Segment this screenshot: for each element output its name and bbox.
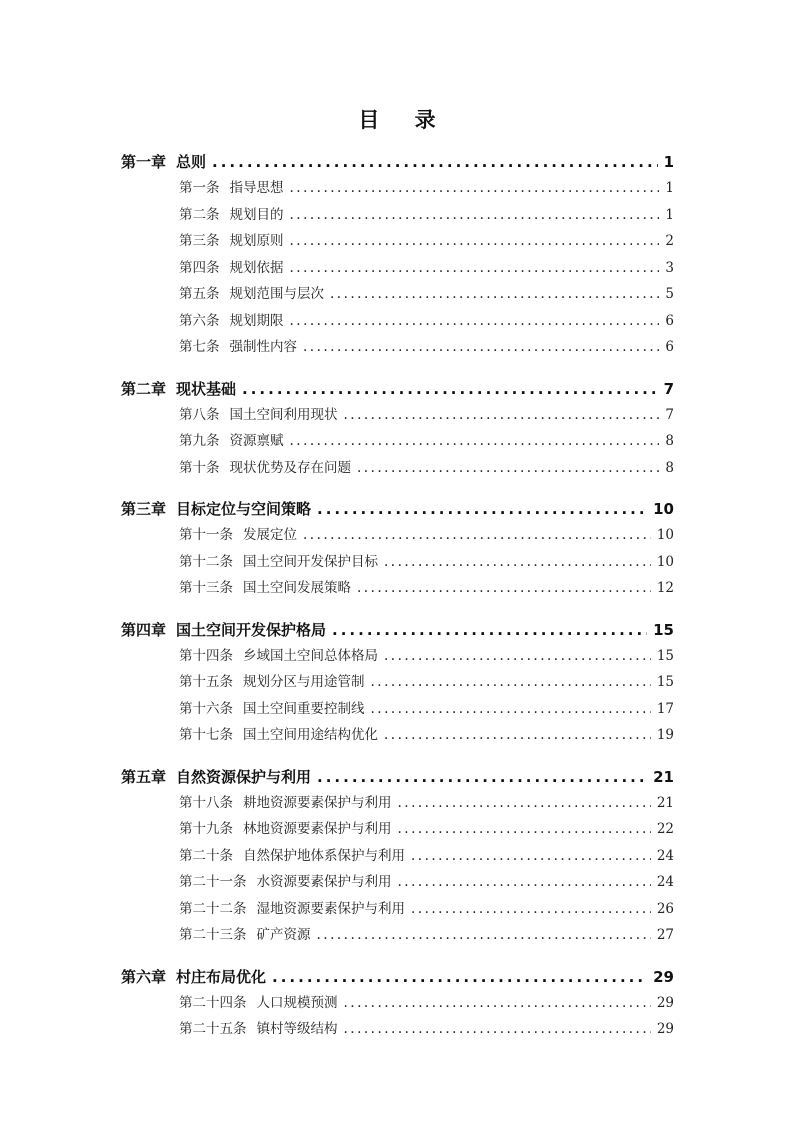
page-number: 29: [656, 1021, 674, 1037]
toc-article-entry[interactable]: [121, 175, 674, 202]
dot-leader: [272, 965, 647, 990]
chapter-block: [121, 965, 674, 1043]
toc-chapter-entry[interactable]: [121, 765, 674, 790]
chapter-number: 第四章: [121, 620, 167, 639]
toc-article-entry[interactable]: [121, 428, 674, 455]
page-number: 6: [665, 339, 674, 355]
article-title: 矿产资源: [256, 927, 311, 943]
page-number: 1: [663, 153, 674, 171]
article-title: 规划原则: [229, 233, 284, 249]
toc-article-entry[interactable]: [121, 790, 674, 817]
article-title: 强制性内容: [229, 339, 297, 355]
table-of-contents: [121, 150, 674, 1059]
page-number: 2: [665, 233, 674, 249]
toc-article-entry[interactable]: [121, 990, 674, 1017]
toc-article-entry[interactable]: [121, 643, 674, 670]
toc-article-entry[interactable]: [121, 455, 674, 482]
article-title: 规划期限: [229, 312, 284, 329]
article-label: [179, 428, 284, 455]
article-title: 国土空间开发保护目标: [243, 553, 378, 570]
article-label: [179, 722, 378, 749]
chapter-label: [121, 377, 236, 402]
article-label: [179, 575, 351, 602]
dot-leader: [290, 255, 660, 282]
article-number: 第一条: [179, 180, 220, 196]
chapter-title: 现状基础: [176, 379, 237, 398]
article-number: 第二条: [179, 206, 220, 223]
toc-article-entry[interactable]: [121, 669, 674, 696]
chapter-label: [121, 618, 326, 643]
page-title: 目 录: [358, 108, 450, 132]
toc-article-entry[interactable]: [121, 308, 674, 335]
page-number: 15: [653, 620, 674, 639]
article-title: 镇村等级结构: [256, 1021, 338, 1037]
dot-leader: [290, 308, 660, 335]
dot-leader: [344, 402, 660, 429]
page-number: 10: [653, 500, 674, 518]
dot-leader: [344, 1016, 651, 1043]
article-label: [179, 669, 365, 696]
page-number: 29: [653, 967, 674, 986]
dot-leader: [303, 334, 659, 361]
article-title: 自然保护地体系保护与利用: [243, 847, 405, 864]
chapter-title: 村庄布局优化: [176, 967, 267, 986]
chapter-label: [121, 497, 311, 522]
toc-article-entry[interactable]: [121, 202, 674, 229]
page-number: 21: [653, 767, 674, 786]
article-number: 第二十三条: [179, 927, 247, 943]
article-number: 第十八条: [179, 794, 233, 811]
article-label: [179, 202, 284, 229]
page-number: 7: [663, 379, 674, 398]
article-label: [179, 228, 284, 255]
dot-leader: [317, 497, 647, 522]
page-number: 17: [656, 700, 674, 717]
article-number: 第十三条: [179, 580, 233, 596]
toc-article-entry[interactable]: [121, 1016, 674, 1043]
toc-article-entry[interactable]: [121, 522, 674, 549]
page-number: 10: [656, 553, 674, 570]
page-number: 21: [656, 794, 674, 811]
article-number: 第二十四条: [179, 994, 247, 1011]
chapter-block: [121, 618, 674, 749]
article-title: 现状优势及存在问题: [229, 459, 351, 476]
article-label: [179, 696, 365, 723]
toc-article-entry[interactable]: [121, 896, 674, 923]
article-label: [179, 643, 378, 670]
dot-leader: [411, 843, 651, 870]
article-label: [179, 522, 297, 549]
page-number: 3: [665, 259, 674, 276]
article-label: [179, 790, 392, 817]
toc-article-entry[interactable]: [121, 334, 674, 361]
article-label: [179, 869, 392, 896]
article-title: 资源禀赋: [229, 433, 284, 449]
toc-article-entry[interactable]: [121, 228, 674, 255]
page-number: 8: [665, 433, 674, 449]
page-number: 1: [665, 180, 674, 196]
toc-article-entry[interactable]: [121, 402, 674, 429]
article-number: 第四条: [179, 259, 220, 276]
dot-leader: [290, 228, 660, 255]
article-title: 规划分区与用途管制: [243, 674, 365, 690]
article-number: 第八条: [179, 406, 220, 423]
article-label: [179, 175, 284, 202]
article-label: [179, 402, 338, 429]
toc-article-entry[interactable]: [121, 696, 674, 723]
article-label: [179, 896, 405, 923]
toc-article-entry[interactable]: [121, 869, 674, 896]
article-title: 耕地资源要素保护与利用: [243, 794, 392, 811]
article-label: [179, 455, 351, 482]
page-number: 27: [656, 927, 674, 943]
dot-leader: [371, 669, 651, 696]
article-label: [179, 334, 297, 361]
article-number: 第十六条: [179, 700, 233, 717]
page-number: 5: [665, 286, 674, 302]
article-number: 第十条: [179, 459, 220, 476]
dot-leader: [212, 150, 658, 175]
chapter-title: 目标定位与空间策略: [176, 500, 312, 518]
dot-leader: [332, 618, 647, 643]
chapter-title: 总则: [176, 153, 207, 171]
page-number: 8: [665, 459, 674, 476]
page-number: 1: [665, 206, 674, 223]
article-title: 国土空间重要控制线: [243, 700, 365, 717]
dot-leader: [303, 522, 651, 549]
toc-article-entry[interactable]: [121, 255, 674, 282]
article-label: [179, 255, 284, 282]
toc-article-entry[interactable]: [121, 722, 674, 749]
dot-leader: [398, 869, 651, 896]
article-number: 第三条: [179, 233, 220, 249]
article-number: 第十四条: [179, 647, 233, 664]
article-number: 第二十二条: [179, 900, 247, 917]
dot-leader: [384, 643, 651, 670]
article-number: 第二十五条: [179, 1021, 247, 1037]
dot-leader: [242, 377, 658, 402]
article-number: 第十一条: [179, 527, 233, 543]
chapter-label: [121, 765, 311, 790]
page-number: 19: [656, 727, 674, 743]
article-title: 人口规模预测: [256, 994, 338, 1011]
article-label: [179, 549, 378, 576]
dot-leader: [371, 696, 651, 723]
article-number: 第五条: [179, 286, 220, 302]
chapter-title: 国土空间开发保护格局: [176, 620, 327, 639]
dot-leader: [357, 455, 659, 482]
dot-leader: [398, 790, 651, 817]
article-title: 国土空间利用现状: [229, 406, 338, 423]
page-number: 15: [656, 674, 674, 690]
chapter-title: 自然资源保护与利用: [176, 767, 312, 786]
chapter-block: [121, 150, 674, 361]
page-number: 22: [656, 821, 674, 837]
toc-article-entry[interactable]: [121, 816, 674, 843]
toc-chapter-entry[interactable]: [121, 497, 674, 522]
toc-chapter-entry[interactable]: [121, 377, 674, 402]
article-title: 规划依据: [229, 259, 284, 276]
article-number: 第十二条: [179, 553, 233, 570]
article-number: 第二十一条: [179, 874, 247, 890]
dot-leader: [317, 922, 651, 949]
dot-leader: [290, 175, 660, 202]
page-number: 6: [665, 312, 674, 329]
page-number: 29: [656, 994, 674, 1011]
page-number: 12: [656, 580, 674, 596]
toc-article-entry[interactable]: [121, 549, 674, 576]
dot-leader: [317, 765, 647, 790]
article-title: 规划范围与层次: [229, 286, 324, 302]
article-number: 第十七条: [179, 727, 233, 743]
article-number: 第十九条: [179, 821, 233, 837]
dot-leader: [330, 281, 659, 308]
chapter-label: [121, 965, 266, 990]
dot-leader: [290, 428, 660, 455]
article-label: [179, 843, 405, 870]
dot-leader: [411, 896, 651, 923]
article-title: 乡域国土空间总体格局: [243, 647, 378, 664]
article-label: [179, 990, 338, 1017]
article-number: 第十五条: [179, 674, 233, 690]
dot-leader: [398, 816, 651, 843]
article-title: 指导思想: [229, 180, 284, 196]
article-label: [179, 281, 324, 308]
article-title: 发展定位: [243, 527, 297, 543]
page-number: 10: [656, 527, 674, 543]
chapter-block: [121, 765, 674, 949]
chapter-number: 第五章: [121, 767, 167, 786]
chapter-number: 第一章: [121, 153, 167, 171]
toc-article-entry[interactable]: [121, 281, 674, 308]
dot-leader: [344, 990, 651, 1017]
page-number: 24: [656, 847, 674, 864]
article-number: 第七条: [179, 339, 220, 355]
chapter-number: 第三章: [121, 500, 167, 518]
toc-article-entry[interactable]: [121, 575, 674, 602]
dot-leader: [384, 722, 651, 749]
chapter-block: [121, 377, 674, 482]
chapter-label: [121, 150, 206, 175]
article-label: [179, 1016, 338, 1043]
chapter-block: [121, 497, 674, 602]
article-title: 水资源要素保护与利用: [256, 874, 392, 890]
chapter-number: 第二章: [121, 379, 167, 398]
article-label: [179, 922, 311, 949]
toc-article-entry[interactable]: [121, 843, 674, 870]
page-number: 24: [656, 874, 674, 890]
article-number: 第六条: [179, 312, 220, 329]
article-number: 第二十条: [179, 847, 233, 864]
article-title: 国土空间发展策略: [243, 580, 351, 596]
toc-chapter-entry[interactable]: [121, 618, 674, 643]
page-number: 26: [656, 900, 674, 917]
chapter-number: 第六章: [121, 967, 167, 986]
article-title: 规划目的: [229, 206, 284, 223]
dot-leader: [357, 575, 651, 602]
article-title: 湿地资源要素保护与利用: [256, 900, 405, 917]
toc-article-entry[interactable]: [121, 922, 674, 949]
article-title: 国土空间用途结构优化: [243, 727, 378, 743]
page-number: 15: [656, 647, 674, 664]
article-label: [179, 816, 392, 843]
toc-chapter-entry[interactable]: [121, 150, 674, 175]
dot-leader: [290, 202, 660, 229]
page-number: 7: [665, 406, 674, 423]
article-number: 第九条: [179, 433, 220, 449]
dot-leader: [384, 549, 651, 576]
article-title: 林地资源要素保护与利用: [243, 821, 392, 837]
toc-chapter-entry[interactable]: [121, 965, 674, 990]
article-label: [179, 308, 284, 335]
